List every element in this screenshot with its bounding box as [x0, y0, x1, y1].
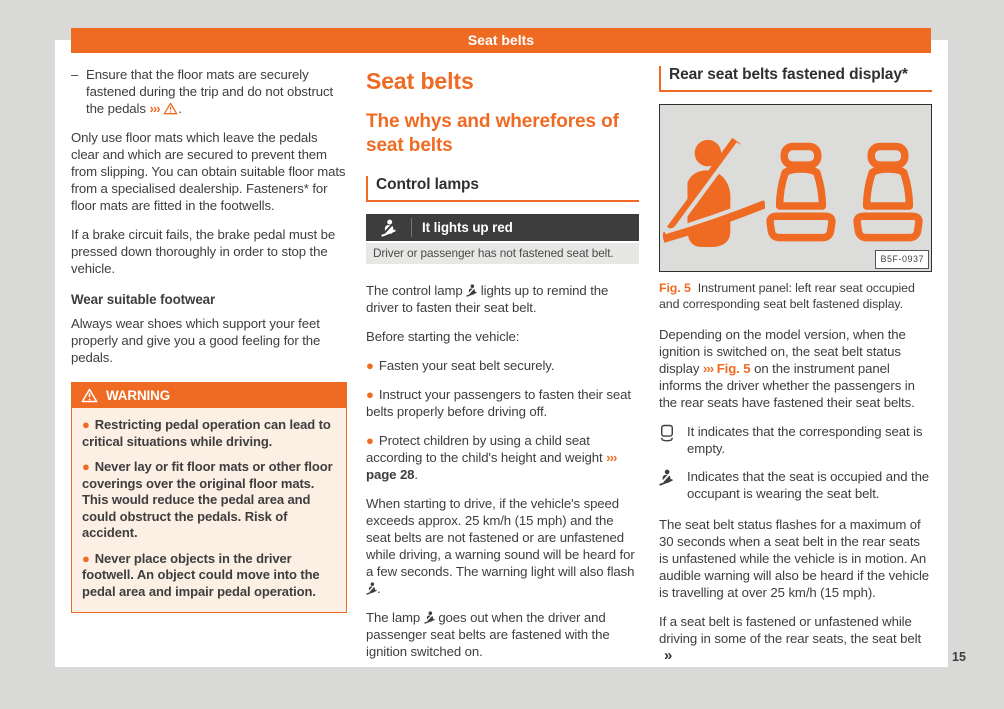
paragraph: Before starting the vehicle:	[366, 329, 520, 344]
cross-ref-label: page 28	[366, 467, 415, 482]
bullet-dot: ●	[366, 358, 374, 373]
paragraph	[659, 326, 932, 411]
cross-ref-marker: ›››	[149, 101, 160, 116]
seat-belt-fastened-icon	[659, 468, 676, 502]
paragraph	[366, 609, 639, 660]
bullet-item	[366, 432, 639, 483]
warning-title: WARNING	[106, 388, 171, 403]
paragraph: Always wear shoes which support your feet properly and give you a good feeling for the pedals.	[71, 316, 321, 365]
warning-bullet	[82, 417, 336, 450]
bullet-dot: ●	[82, 550, 90, 566]
seat-belt-reminder-icon	[466, 284, 477, 297]
warning-triangle-icon	[81, 388, 98, 403]
control-lamp-table-header	[366, 214, 639, 241]
seat-empty-icon	[659, 423, 676, 457]
control-lamp-table	[366, 214, 639, 264]
warning-bullet-text: Restricting pedal operation can lead to critical situations while driving.	[82, 417, 331, 449]
section-title: The whys and wherefores of seat belts	[366, 111, 619, 156]
seat-belt-reminder-icon	[424, 611, 435, 624]
legend-item	[659, 423, 932, 457]
legend-text: Indicates that the seat is occupied and the occupant is wearing the seat belt.	[687, 469, 930, 501]
subheading: Wear suitable footwear	[71, 292, 216, 307]
right-column	[659, 66, 932, 676]
table-row: Driver or passenger has not fastened seat belt.	[366, 243, 639, 264]
paragraph-text: The lamp	[366, 610, 421, 625]
empty-seat-icon	[848, 139, 928, 247]
cross-ref-marker: ›››	[606, 450, 617, 465]
paragraph: The seat belt status flashes for a maximum of 30 seconds when a seat belt in the rear seats is unfastened while the vehicle is in motion. An audible warning will also be heard if the vehicle is travelling at over 25 km/h (15 mph).	[659, 517, 930, 600]
warning-triangle-icon	[163, 102, 178, 115]
subsection-heading: Control lamps	[366, 176, 639, 202]
bullet-text: Protect children by using a child seat according to the child's height and weight	[366, 433, 603, 465]
figure-code: B5F-0937	[875, 250, 929, 269]
figure-instrument-panel	[659, 104, 932, 272]
figure-label: Fig. 5	[659, 281, 691, 295]
seat-belt-reminder-icon	[381, 219, 396, 237]
paragraph	[366, 495, 639, 597]
page-number: 15	[952, 650, 966, 664]
warning-bullet-text: Never lay or fit floor mats or other floor coverings over the original floor mats. This would reduce the pedal area and could obstruct the pedals. Risk of accident.	[82, 459, 333, 540]
paragraph-text: If a seat belt is fastened or unfastened while driving in some of the rear seats, the seat belt	[659, 614, 922, 646]
icon-cell	[366, 218, 412, 237]
paragraph-text: The control lamp	[366, 283, 463, 298]
warning-box	[71, 382, 347, 613]
subsection-heading: Rear seat belts fastened display*	[659, 66, 932, 92]
seat-belt-fastened-occupant-icon	[663, 137, 765, 256]
bullet-item	[366, 357, 639, 374]
paragraph	[659, 613, 932, 664]
paragraph-suffix: .	[377, 581, 381, 596]
paragraph-text: lights up to remind the driver to fasten their seat belt.	[366, 283, 609, 315]
figure-caption-text: Instrument panel: left rear seat occupied and corresponding seat belt fastened display.	[659, 281, 915, 311]
paragraph-text: on the instrument panel informs the driver whether the passengers in the rear seats have fastened their seat belts.	[659, 361, 915, 410]
paragraph-text: When starting to drive, if the vehicle's speed exceeds approx. 25 km/h (15 mph) and the seat belts are not fastened or are unfastened while driving, a warning sound will be heard for a few seconds. The warning light will also flash	[366, 496, 635, 579]
warning-box-body	[72, 408, 346, 612]
legend-text: It indicates that the corresponding seat is empty.	[687, 424, 923, 456]
continuation-mark: »	[664, 647, 673, 664]
bullet-text: Fasten your seat belt securely.	[378, 358, 555, 373]
manual-page	[55, 32, 948, 667]
left-column	[71, 66, 347, 613]
empty-seat-icon	[761, 139, 841, 247]
warning-bullet	[82, 459, 336, 542]
bullet-dot: ●	[366, 433, 374, 448]
page-header-banner	[71, 28, 931, 53]
paragraph: Only use floor mats which leave the pedals clear and which are secured to prevent them from slipping. You can obtain suitable floor mats from a specialised dealership. Fasteners* for floor mats are fitted in the footwells.	[71, 130, 346, 213]
paragraph: If a brake circuit fails, the brake pedal must be pressed down thoroughly in order to stop the vehicle.	[71, 227, 336, 276]
bullet-dot: ●	[82, 417, 90, 432]
legend-item	[659, 468, 932, 502]
warning-bullet	[82, 551, 336, 601]
list-item-suffix: .	[178, 101, 182, 116]
paragraph-text: Depending on the model version, when the ignition is switched on, the seat belt status display	[659, 327, 906, 376]
bullet-item	[366, 386, 639, 420]
bullet-dot: ●	[366, 387, 374, 402]
paragraph	[366, 282, 639, 316]
cross-ref-label: Fig. 5	[716, 361, 751, 376]
cross-ref-marker: ›››	[702, 361, 714, 376]
chapter-title: Seat belts	[366, 68, 474, 94]
paragraph-text: goes out when the driver and passenger seat belts are fastened with the ignition switched on.	[366, 610, 610, 659]
page-header-title: Seat belts	[467, 32, 535, 48]
table-header-label: It lights up red	[422, 220, 513, 235]
middle-column	[366, 66, 639, 672]
bullet-dot: ●	[82, 459, 90, 474]
seat-belt-reminder-icon	[366, 582, 377, 595]
bullet-suffix: .	[414, 467, 418, 482]
dash-marker: –	[71, 67, 79, 82]
bullet-text: Instruct your passengers to fasten their seat belts properly before driving off.	[366, 387, 631, 419]
list-item-text: Ensure that the floor mats are securely fastened during the trip and do not obstruct the pedals	[86, 67, 334, 116]
list-item	[71, 66, 347, 117]
figure-caption	[659, 280, 932, 312]
warning-bullet-text: Never place objects in the driver footwell. An object could move into the pedal area and impair pedal operation.	[82, 550, 320, 599]
warning-box-header	[72, 383, 346, 408]
